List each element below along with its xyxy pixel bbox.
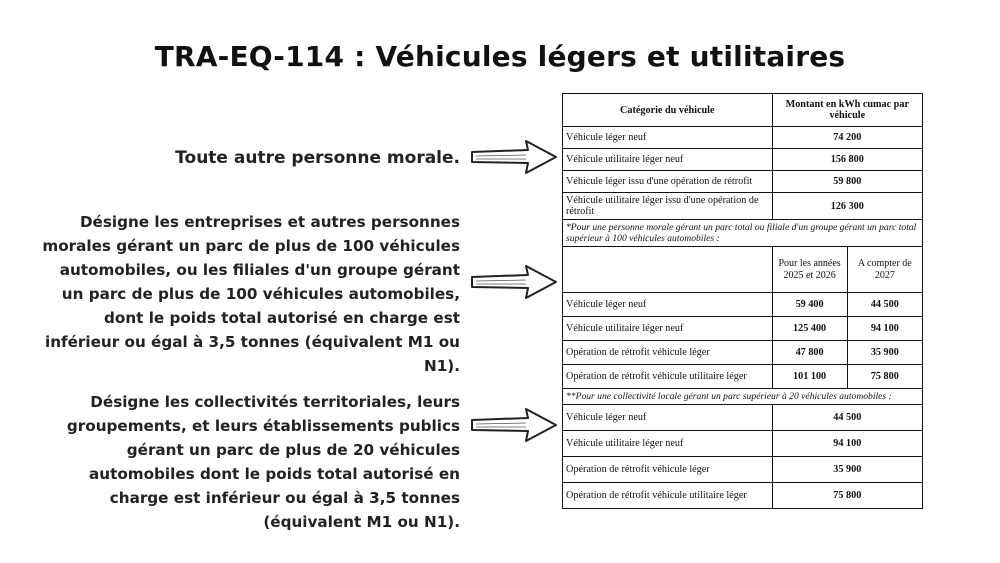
description-other-legal-entity: Toute autre personne morale. — [175, 148, 460, 168]
table-row — [563, 127, 923, 149]
subheader-2027: A compter de 2027 — [847, 247, 922, 293]
row-label: Véhicule utilitaire léger neuf — [563, 431, 773, 457]
row-value-2025: 59 400 — [772, 293, 847, 317]
description-local-authorities: Désigne les collectivités territoriales, leurs groupements, et leurs établissements publics gérant un parc de plus de 20 véhicules automobiles dont le poids total autorisé en charge est inférieur ou égal à 3,5 tonnes (équivalent M1 ou N1). — [66, 393, 460, 531]
table-row — [563, 171, 923, 193]
row-value-2027: 94 100 — [847, 317, 922, 341]
arrow-right-icon — [468, 406, 560, 444]
amounts-table — [562, 93, 923, 509]
row-label: Opération de rétrofit véhicule utilitaire léger — [563, 483, 773, 509]
row-value: 59 800 — [772, 171, 922, 193]
row-label: Véhicule utilitaire léger issu d'une opération de rétrofit — [563, 193, 773, 220]
header-category: Catégorie du véhicule — [563, 94, 773, 127]
table-row — [563, 483, 923, 509]
row-value-2027: 35 900 — [847, 341, 922, 365]
table-row — [563, 457, 923, 483]
arrow-right-icon — [468, 263, 560, 301]
table-row — [563, 341, 923, 365]
row-value: 44 500 — [772, 405, 922, 431]
table-row — [563, 317, 923, 341]
empty-cell — [563, 247, 773, 293]
row-label: Véhicule utilitaire léger neuf — [563, 317, 773, 341]
table-row — [563, 149, 923, 171]
row-value: 126 300 — [772, 193, 922, 220]
table-row — [563, 389, 923, 405]
description-companies: Désigne les entreprises et autres personnes morales gérant un parc de plus de 100 véhicules automobiles, ou les filiales d'un groupe gérant un parc de plus de 100 véhicules automobiles, dont le poids total autorisé en charge est inférieur ou égal à 3,5 tonnes (équivalent M1 ou N1). — [42, 213, 460, 375]
row-value: 75 800 — [772, 483, 922, 509]
row-value-2025: 125 400 — [772, 317, 847, 341]
row-value: 94 100 — [772, 431, 922, 457]
table-row — [563, 405, 923, 431]
row-label: Opération de rétrofit véhicule léger — [563, 457, 773, 483]
row-value-2025: 101 100 — [772, 365, 847, 389]
table-row — [563, 193, 923, 220]
row-label: Véhicule léger issu d'une opération de rétrofit — [563, 171, 773, 193]
arrow-right-icon — [468, 138, 560, 176]
row-label: Véhicule léger neuf — [563, 127, 773, 149]
table-row — [563, 365, 923, 389]
table-row — [563, 220, 923, 247]
row-value-2025: 47 800 — [772, 341, 847, 365]
row-label: Opération de rétrofit véhicule léger — [563, 341, 773, 365]
row-label: Véhicule utilitaire léger neuf — [563, 149, 773, 171]
row-value: 35 900 — [772, 457, 922, 483]
table-row — [563, 247, 923, 293]
note-local-authorities: **Pour une collectivité locale gérant un parc supérieur à 20 véhicules automobiles : — [563, 389, 923, 405]
row-label: Véhicule léger neuf — [563, 293, 773, 317]
page-title: TRA-EQ-114 : Véhicules légers et utilitaires — [154, 40, 846, 73]
row-value-2027: 44 500 — [847, 293, 922, 317]
row-value: 74 200 — [772, 127, 922, 149]
row-value: 156 800 — [772, 149, 922, 171]
row-label: Opération de rétrofit véhicule utilitaire léger — [563, 365, 773, 389]
table-row — [563, 293, 923, 317]
row-value-2027: 75 800 — [847, 365, 922, 389]
header-amount: Montant en kWh cumac par véhicule — [772, 94, 922, 127]
table-row — [563, 431, 923, 457]
note-companies: *Pour une personne morale gérant un parc total ou filiale d'un groupe gérant un parc total supérieur à 100 véhicules automobiles : — [563, 220, 923, 247]
row-label: Véhicule léger neuf — [563, 405, 773, 431]
subheader-2025: Pour les années 2025 et 2026 — [772, 247, 847, 293]
